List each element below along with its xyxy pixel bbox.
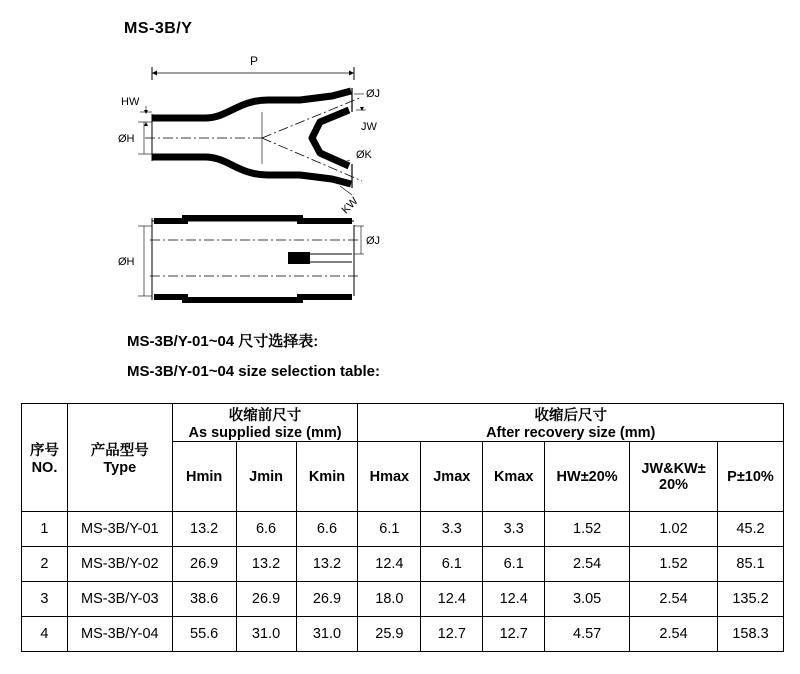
table-cell: MS-3B/Y-02 <box>67 547 172 582</box>
label-hw: HW <box>121 96 140 108</box>
col-jmin: Jmin <box>236 442 296 512</box>
table-cell: 18.0 <box>358 582 421 617</box>
table-cell: 13.2 <box>296 547 358 582</box>
table-cell: 12.7 <box>483 617 545 652</box>
col-jmax: Jmax <box>421 442 483 512</box>
table-cell: 6.6 <box>296 512 358 547</box>
table-cell: 13.2 <box>172 512 236 547</box>
table-cell: 26.9 <box>172 547 236 582</box>
breakout-boot-diagram <box>110 55 400 305</box>
page-title: MS-3B/Y <box>124 20 193 37</box>
table-cell: 3.3 <box>421 512 483 547</box>
size-selection-table <box>21 403 784 652</box>
label-oh-top: ØH <box>118 133 135 145</box>
table-cell: 3 <box>22 582 68 617</box>
table-cell: 3.05 <box>545 582 630 617</box>
table-cell: 6.6 <box>236 512 296 547</box>
col-hmin: Hmin <box>172 442 236 512</box>
table-row <box>22 547 784 582</box>
col-p: P±10% <box>718 442 784 512</box>
table-cell: 26.9 <box>296 582 358 617</box>
header-row-group <box>22 404 784 442</box>
table-cell: 13.2 <box>236 547 296 582</box>
col-kmax: Kmax <box>483 442 545 512</box>
table-cell: 6.1 <box>358 512 421 547</box>
table-heading-cn: MS-3B/Y-01~04 尺寸选择表: <box>127 333 319 350</box>
table-cell: 4.57 <box>545 617 630 652</box>
table-cell: 12.4 <box>483 582 545 617</box>
label-oj-top: ØJ <box>366 88 381 100</box>
table-cell: 25.9 <box>358 617 421 652</box>
col-hw: HW±20% <box>545 442 630 512</box>
table-cell: MS-3B/Y-04 <box>67 617 172 652</box>
header-no: 序号 NO. <box>22 404 68 512</box>
table-cell: 12.4 <box>421 582 483 617</box>
col-jw-kw: JW&KW± 20% <box>630 442 718 512</box>
table-cell: 135.2 <box>718 582 784 617</box>
table-cell: 38.6 <box>172 582 236 617</box>
table-cell: 45.2 <box>718 512 784 547</box>
table-cell: 4 <box>22 617 68 652</box>
table-row <box>22 617 784 652</box>
header-supplied-size: 收缩前尺寸 As supplied size (mm) <box>172 404 358 442</box>
col-kmin: Kmin <box>296 442 358 512</box>
header-recovery-size: 收缩后尺寸 After recovery size (mm) <box>358 404 784 442</box>
table-cell: 3.3 <box>483 512 545 547</box>
table-cell: 2.54 <box>630 617 718 652</box>
table-heading-en: MS-3B/Y-01~04 size selection table: <box>127 363 381 380</box>
table-cell: 31.0 <box>296 617 358 652</box>
label-ok: ØK <box>356 149 372 161</box>
table-cell: 2 <box>22 547 68 582</box>
table-cell: 1.02 <box>630 512 718 547</box>
table-row <box>22 582 784 617</box>
label-oh-bottom: ØH <box>118 256 135 268</box>
table-cell: 1 <box>22 512 68 547</box>
table-cell: 1.52 <box>630 547 718 582</box>
table-cell: 158.3 <box>718 617 784 652</box>
table-cell: 2.54 <box>630 582 718 617</box>
header-type: 产品型号 Type <box>67 404 172 512</box>
table-cell: 12.7 <box>421 617 483 652</box>
table-cell: 55.6 <box>172 617 236 652</box>
table-cell: MS-3B/Y-01 <box>67 512 172 547</box>
label-p: P <box>250 55 259 68</box>
table-body <box>22 512 784 652</box>
table-cell: 31.0 <box>236 617 296 652</box>
table-row <box>22 512 784 547</box>
col-hmax: Hmax <box>358 442 421 512</box>
table-cell: 1.52 <box>545 512 630 547</box>
table-cell: 6.1 <box>421 547 483 582</box>
table-cell: 6.1 <box>483 547 545 582</box>
label-jw: JW <box>361 121 377 133</box>
label-kw: KW <box>339 195 361 217</box>
table-cell: MS-3B/Y-03 <box>67 582 172 617</box>
table-cell: 85.1 <box>718 547 784 582</box>
label-oj-bottom: ØJ <box>366 235 381 247</box>
table-cell: 26.9 <box>236 582 296 617</box>
table-cell: 12.4 <box>358 547 421 582</box>
table-cell: 2.54 <box>545 547 630 582</box>
